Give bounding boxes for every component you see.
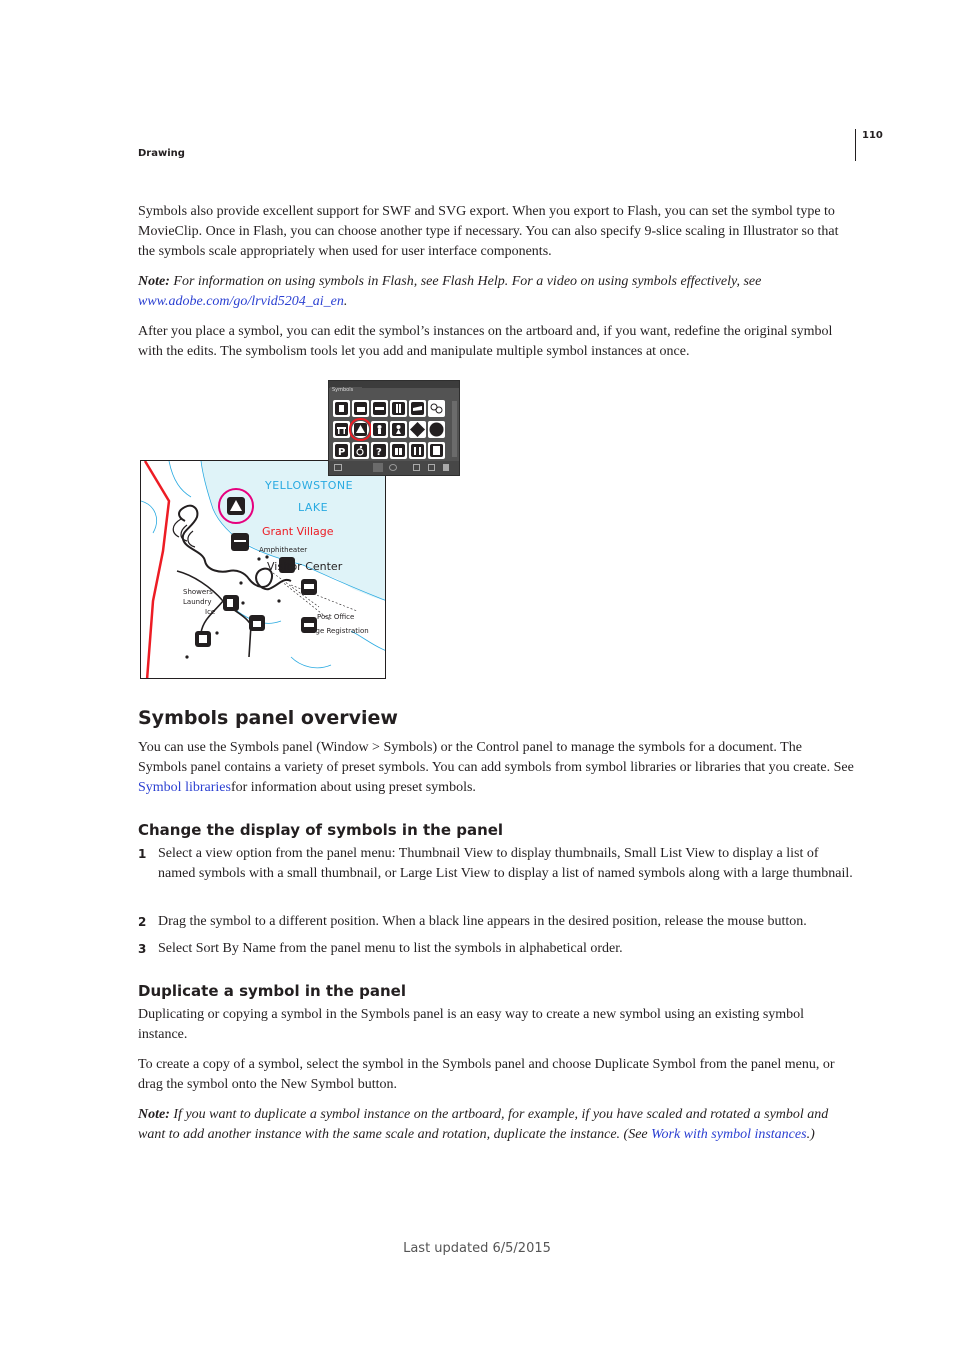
showers-label: Showers bbox=[183, 588, 213, 596]
break-link-icon[interactable] bbox=[389, 464, 397, 471]
lake-label-line2: LAKE bbox=[298, 501, 329, 514]
symbol-thumbnail[interactable] bbox=[409, 400, 426, 417]
map-drawing bbox=[141, 461, 386, 679]
symbols-panel-tab[interactable]: Symbols bbox=[330, 387, 362, 397]
selected-symbol-thumbnail[interactable] bbox=[352, 421, 369, 438]
note-label: Note: bbox=[138, 1107, 170, 1122]
note-label: Note: bbox=[138, 274, 170, 289]
park-map bbox=[140, 460, 386, 679]
symbol-thumbnail[interactable] bbox=[371, 421, 388, 438]
overview-text: You can use the Symbols panel (Window > Symbols) or the Control panel to manage the symbols for a document. The Symbols panel contains a variety of preset symbols. You can add symbols from symbol libraries or libraries that you create. See bbox=[138, 740, 854, 775]
symbol-thumbnail[interactable] bbox=[409, 421, 426, 438]
lodge-registration-label: Lodge Registration bbox=[303, 627, 369, 635]
overview-paragraph bbox=[138, 738, 854, 798]
note-text: For information on using symbols in Flash, see Flash Help. For a video on using symbols effectively, see bbox=[169, 274, 762, 289]
symbols-figure bbox=[140, 380, 462, 680]
change-display-heading: Change the display of symbols in the panel bbox=[138, 821, 504, 839]
new-symbol-icon[interactable] bbox=[428, 464, 435, 471]
duplicate-heading: Duplicate a symbol in the panel bbox=[138, 982, 406, 1000]
symbol-thumbnail[interactable] bbox=[333, 442, 350, 459]
symbol-thumbnail[interactable] bbox=[352, 400, 369, 417]
symbol-thumbnail[interactable] bbox=[333, 400, 350, 417]
grant-village-label: Grant Village bbox=[262, 525, 334, 538]
visitor-center-label: Visitor Center bbox=[267, 560, 343, 573]
symbol-thumbnail[interactable] bbox=[428, 421, 445, 438]
post-office-label: Post Office bbox=[317, 613, 355, 621]
instances-paragraph: After you place a symbol, you can edit the symbol’s instances on the artboard and, if you want, redefine the original symbol with the edits. The symbolism tools let you add and manipulate multiple symbol instances at once. bbox=[138, 324, 833, 359]
symbol-libraries-link[interactable]: Symbol libraries bbox=[138, 780, 231, 795]
note-end: . bbox=[343, 294, 348, 309]
ice-label: Ice bbox=[205, 608, 216, 616]
copy-paragraph: To create a copy of a symbol, select the symbol in the Symbols panel and choose Duplicate Symbol from the panel menu, or drag the symbol onto the New Symbol button. bbox=[138, 1057, 835, 1092]
last-updated: Last updated 6/5/2015 bbox=[403, 1241, 551, 1256]
video-link[interactable]: www.adobe.com/go/lrvid5204_ai_en bbox=[138, 294, 344, 309]
amphitheater-label: Amphitheater bbox=[259, 546, 308, 554]
symbol-options-icon[interactable] bbox=[413, 464, 420, 471]
step-number: 1 bbox=[138, 847, 147, 861]
symbol-thumbnail[interactable] bbox=[371, 442, 388, 459]
note-text: If you want to duplicate a symbol instance on the artboard, for example, if you have scaled and rotated a symbol and want to add another instance with the same scale and rotation, duplicate the instance. (See bbox=[138, 1107, 829, 1142]
header-rule bbox=[855, 129, 856, 161]
note-duplicate bbox=[138, 1105, 854, 1145]
symbol-thumbnail[interactable] bbox=[352, 442, 369, 459]
symbol-thumbnail[interactable] bbox=[333, 421, 350, 438]
panel-scrollbar[interactable] bbox=[452, 401, 457, 457]
duplicate-paragraph: Duplicating or copying a symbol in the Symbols panel is an easy way to create a new symbol using an existing symbol instance. bbox=[138, 1007, 805, 1042]
panel-footer bbox=[329, 461, 459, 475]
laundry-label: Laundry bbox=[183, 598, 212, 606]
overview-heading: Symbols panel overview bbox=[138, 707, 398, 729]
delete-symbol-icon[interactable] bbox=[443, 464, 449, 471]
step-item bbox=[138, 844, 854, 884]
lake-label-line1: YELLOWSTONE bbox=[265, 479, 354, 492]
note-flash bbox=[138, 272, 854, 312]
page-number: 110 bbox=[862, 130, 883, 141]
library-menu-icon[interactable] bbox=[334, 464, 342, 471]
step-text: Select a view option from the panel menu: Thumbnail View to display thumbnails, Small List View to display a list of named symbols with a small thumbnail, or Large List View to display a list of named symbols along with a large thumbnail. bbox=[158, 846, 853, 881]
svg-text:?: ? bbox=[376, 447, 382, 458]
svg-text:P: P bbox=[338, 447, 346, 458]
symbol-thumbnail[interactable] bbox=[409, 442, 426, 459]
intro-paragraph: Symbols also provide excellent support for SWF and SVG export. When you export to Flash, you can set the symbol type to MovieClip. Once in Flash, you can choose another type if necessary. You can also specify 9-slice scaling in Illustrator so that the symbols scale appropriately when used for user interface components. bbox=[138, 204, 839, 259]
step-text: Select Sort By Name from the panel menu to list the symbols in alphabetical order. bbox=[158, 941, 623, 956]
step-text: Drag the symbol to a different position. When a black line appears in the desired position, release the mouse button. bbox=[158, 914, 807, 929]
symbol-thumbnail[interactable] bbox=[390, 442, 407, 459]
work-with-instances-link[interactable]: Work with symbol instances bbox=[651, 1127, 807, 1142]
symbol-thumbnail[interactable] bbox=[390, 421, 407, 438]
note-end: .) bbox=[806, 1127, 815, 1142]
symbol-thumbnail[interactable] bbox=[390, 400, 407, 417]
step-item bbox=[138, 912, 854, 932]
symbols-panel bbox=[328, 380, 460, 476]
symbol-thumbnail[interactable] bbox=[371, 400, 388, 417]
step-item bbox=[138, 939, 854, 959]
step-number: 3 bbox=[138, 942, 147, 956]
symbol-thumbnail[interactable] bbox=[428, 442, 445, 459]
symbol-thumbnail[interactable] bbox=[428, 400, 445, 417]
place-symbol-icon[interactable] bbox=[373, 463, 383, 472]
overview-text-end: for information about using preset symbols. bbox=[230, 780, 476, 795]
step-number: 2 bbox=[138, 915, 147, 929]
section-title: Drawing bbox=[138, 148, 185, 159]
